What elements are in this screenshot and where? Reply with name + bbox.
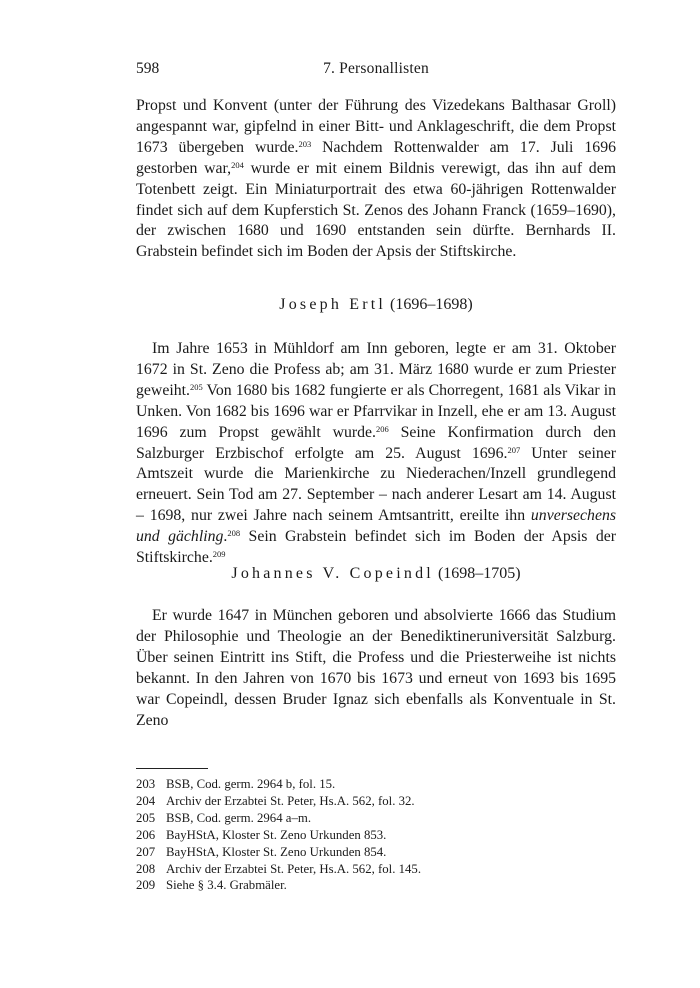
footnote (136, 861, 616, 878)
footnote (136, 827, 616, 844)
footnote-ref[interactable]: 208 (227, 528, 241, 539)
footnote-number: 206 (136, 827, 156, 842)
paragraph-text: . (223, 528, 228, 546)
heading-years: (1696–1698) (386, 296, 473, 313)
footnote-number: 209 (136, 878, 156, 893)
paragraph-text: Nachdem Rottenwalder am 17. Juli 1696 gestorben war, (136, 138, 616, 177)
page-header (136, 60, 616, 82)
paragraph-text: Seine Konfirmation durch den Salzburger Erzbischof erfolgte am 25. August 1696. (136, 423, 616, 462)
footnote (136, 844, 616, 861)
intro-paragraph (136, 96, 616, 263)
running-head: 7. Personallisten (323, 60, 429, 77)
paragraph-copeindl: Er wurde 1647 in München geboren und absolvierte 1666 das Studium der Philosophie und Theologie an der Benediktineruniversität Salzburg. Über seinen Eintritt ins Stift, die Profess und die Priesterweihe ist nichts bekannt. In den Jahren von 1670 bis 1673 und erneut von 1693 bis 1695 war Copeindl, dessen Bruder Ignaz sich ebenfalls als Konventuale in St. Zeno (136, 607, 616, 729)
section-heading-ertl (136, 296, 616, 314)
footnote-number: 203 (136, 777, 156, 791)
footnote-ref[interactable]: 206 (376, 423, 389, 434)
footnote-ref[interactable]: 203 (298, 138, 312, 149)
footnote-number: 204 (136, 793, 156, 808)
paragraph-text: Sein Grabstein befindet sich im Boden der Apsis der Stiftskirche. (136, 528, 616, 567)
footnote-ref[interactable]: 209 (212, 549, 226, 560)
paragraph-text: Von 1680 bis 1682 fungierte er als Chorregent, 1681 als Vikar in Unken. Von 1682 bis 1696 war er Pfarrvikar in Inzell, ehe er am 13. August 1696 zum Propst gewählt wurde. (136, 381, 616, 441)
paragraph-ertl (136, 339, 616, 569)
footnotes (136, 776, 616, 894)
footnote-number: 207 (136, 844, 156, 859)
heading-name: Joseph Ertl (279, 296, 387, 313)
footnote-text: BSB, Cod. germ. 2964 a–m. (166, 810, 312, 825)
heading-name: Johannes V. Copeindl (231, 565, 434, 582)
footnote-text: BSB, Cod. germ. 2964 b, fol. 15. (166, 777, 336, 791)
footnote-separator (136, 768, 208, 769)
paragraph-text: Im Jahre 1653 in Mühldorf am Inn geboren, legte er am 31. Oktober 1672 in St. Zeno die Profess ab; am 31. März 1680 wurde er zum Priester geweiht. (136, 340, 616, 399)
footnote (136, 877, 616, 894)
section-heading-copeindl (136, 565, 616, 583)
footnote-text: Siehe § 3.4. Grabmäler. (166, 878, 287, 893)
page-number: 598 (136, 60, 160, 77)
footnote-text: BayHStA, Kloster St. Zeno Urkunden 853. (166, 827, 387, 842)
paragraph-text: wurde er mit einem Bildnis verewigt, das ihn auf dem Totenbett zeigt. Ein Miniaturportrait des etwa 60-jährigen Rottenwalder findet sich auf dem Kupferstich St. Zenos des Johann Franck (1659–1690), der zwischen 1680 und 1690 entstanden sein dürfte. Bernhards II. Grabstein befindet sich im Boden der Apsis der Stiftskirche. (136, 159, 616, 261)
footnote-number: 205 (136, 810, 156, 825)
footnote-text: Archiv der Erzabtei St. Peter, Hs.A. 562, fol. 32. (166, 793, 415, 808)
paragraph-text: Propst und Konvent (unter der Führung des Vizedekans Balthasar Groll) angespannt war, gipfelnd in einer Bitt- und Anklageschrift, die dem Propst 1673 übergeben wurde. (136, 97, 616, 156)
italic-quote: unversechens und gächling (136, 507, 616, 546)
heading-years: (1698–1705) (433, 565, 521, 582)
footnote-number: 208 (136, 861, 156, 876)
footnote-text: Archiv der Erzabtei St. Peter, Hs.A. 562, fol. 145. (166, 861, 422, 876)
footnote-ref[interactable]: 205 (189, 381, 203, 392)
footnote (136, 810, 616, 827)
footnote-text: BayHStA, Kloster St. Zeno Urkunden 854. (166, 844, 387, 859)
footnote (136, 793, 616, 810)
paragraph-text: Unter seiner Amtszeit wurde die Marienkirche zu Niederachen/Inzell grundlegend erneuert. Sein Tod am 27. September – nach anderer Lesart am 14. August – 1698, nur zwei Jahre nach seinem Amtsantritt, ereilte ihn (136, 444, 617, 525)
footnote-ref[interactable]: 204 (231, 159, 244, 170)
footnote-ref[interactable]: 207 (507, 444, 521, 455)
footnote (136, 776, 616, 793)
